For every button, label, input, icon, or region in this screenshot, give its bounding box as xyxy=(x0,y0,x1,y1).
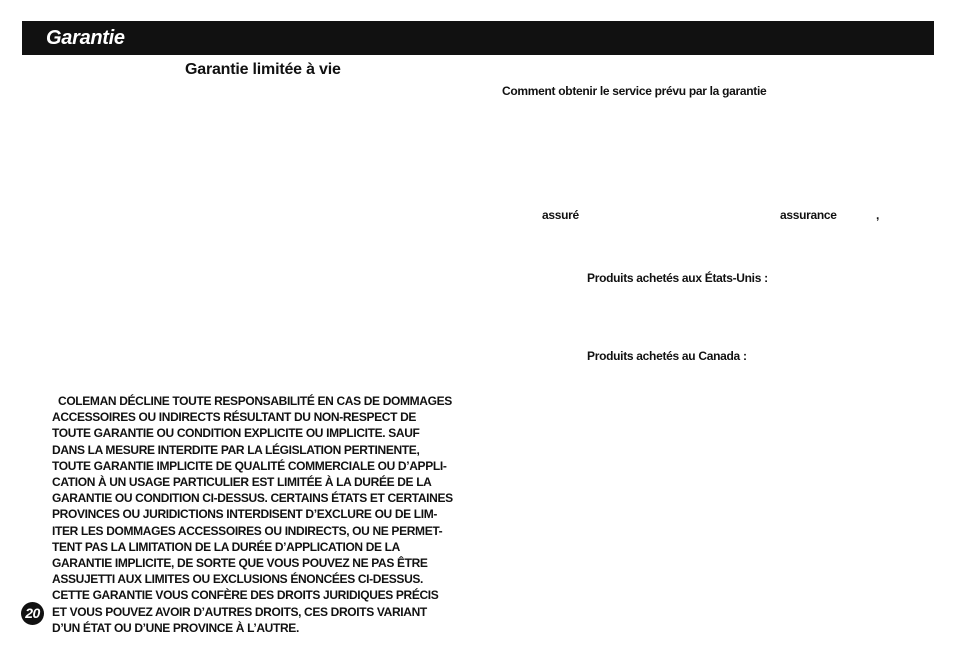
disclaimer-line: PROVINCES OU JURIDICTIONS INTERDISENT D’EXCLURE OU DE LIM- xyxy=(52,507,438,522)
disclaimer-line: DANS LA MESURE INTERDITE PAR LA LÉGISLATION PERTINENTE, xyxy=(52,442,420,457)
liability-disclaimer xyxy=(52,393,492,636)
disclaimer-line: ITER LES DOMMAGES ACCESSOIRES OU INDIRECTS, OU NE PERMET- xyxy=(52,523,443,538)
fragment-comma: , xyxy=(876,208,880,222)
disclaimer-line: TOUTE GARANTIE IMPLICITE DE QUALITÉ COMMERCIALE OU D’APPLI- xyxy=(52,458,447,473)
disclaimer-line: ASSUJETTI AUX LIMITES OU EXCLUSIONS ÉNONCÉES CI-DESSUS. xyxy=(52,572,424,587)
page-title: Garantie xyxy=(46,27,125,49)
disclaimer-line: GARANTIE IMPLICITE, DE SORTE QUE VOUS POUVEZ NE PAS ÊTRE xyxy=(52,556,428,571)
section-title: Garantie limitée à vie xyxy=(185,61,341,78)
header-bar xyxy=(22,21,934,55)
disclaimer-line: ACCESSOIRES OU INDIRECTS RÉSULTANT DU NON-RESPECT DE xyxy=(52,410,417,425)
disclaimer-line: TENT PAS LA LIMITATION DE LA DURÉE D’APPLICATION DE LA xyxy=(52,539,400,554)
fragment-assurance: assurance xyxy=(780,208,837,222)
fragment-assure: assuré xyxy=(542,208,579,222)
disclaimer-line: ET VOUS POUVEZ AVOIR D’AUTRES DROITS, CES DROITS VARIANT xyxy=(52,604,427,619)
canada-products-label: Produits achetés au Canada : xyxy=(587,349,747,363)
disclaimer-line: COLEMAN DÉCLINE TOUTE RESPONSABILITÉ EN CAS DE DOMMAGES xyxy=(58,394,452,408)
disclaimer-line: TOUTE GARANTIE OU CONDITION EXPLICITE OU IMPLICITE. SAUF xyxy=(52,426,420,441)
page-number-badge: 20 xyxy=(21,602,44,625)
disclaimer-line: CATION À UN USAGE PARTICULIER EST LIMITÉE À LA DURÉE DE LA xyxy=(52,475,432,490)
warranty-service-heading: Comment obtenir le service prévu par la garantie xyxy=(502,84,767,98)
usa-products-label: Produits achetés aux États-Unis : xyxy=(587,271,768,285)
disclaimer-line: GARANTIE OU CONDITION CI-DESSUS. CERTAINS ÉTATS ET CERTAINES xyxy=(52,491,453,506)
disclaimer-line: D’UN ÉTAT OU D’UNE PROVINCE À L’AUTRE. xyxy=(52,620,299,635)
disclaimer-line: CETTE GARANTIE VOUS CONFÈRE DES DROITS JURIDIQUES PRÉCIS xyxy=(52,588,439,603)
